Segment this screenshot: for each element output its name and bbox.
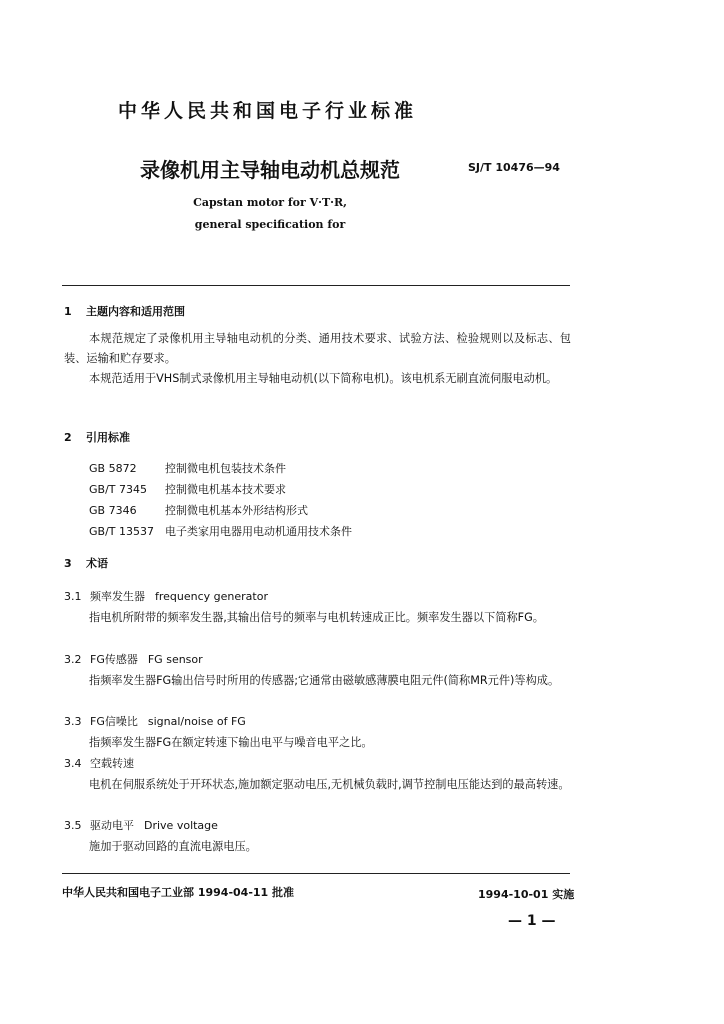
term-number: 3.1	[64, 590, 82, 603]
section-number: 3	[64, 557, 72, 570]
section-1-heading	[64, 303, 185, 319]
term-3-1-heading	[64, 588, 268, 604]
section-1-paragraph-1: 本规范规定了录像机用主导轴电动机的分类、通用技术要求、试验方法、检验规则以及标志、包装、运输和贮存要求。	[64, 332, 571, 365]
document-header: 中华人民共和国电子行业标准	[118, 100, 418, 122]
reference-title: 电子类家用电器用电动机通用技术条件	[165, 525, 352, 538]
term-name: 空载转速	[90, 757, 134, 770]
standard-code: SJ/T 10476—94	[468, 161, 560, 174]
term-3-2-heading	[64, 651, 203, 667]
section-1-paragraph-2: 本规范适用于VHS制式录像机用主导轴电动机(以下简称电机)。该电机系无刷直流伺服电动机。	[89, 372, 558, 385]
reference-code: GB/T 7345	[89, 483, 147, 496]
reference-title: 控制微电机包装技术条件	[165, 462, 286, 475]
term-3-2-definition: 指频率发生器FG输出信号时所用的传感器;它通常由磁敏感薄膜电阻元件(简称MR元件)等构成。	[89, 674, 560, 687]
section-title: 引用标准	[86, 431, 130, 444]
term-name: FG信噪比	[90, 715, 138, 728]
reference-code: GB 7346	[89, 504, 137, 517]
term-name: 频率发生器	[90, 590, 145, 603]
term-number: 3.4	[64, 757, 82, 770]
document-title: 录像机用主导轴电动机总规范	[140, 158, 400, 182]
section-3-heading	[64, 555, 108, 571]
bottom-divider	[62, 873, 570, 874]
section-title: 术语	[86, 557, 108, 570]
term-3-1-definition: 指电机所附带的频率发生器,其输出信号的频率与电机转速成正比。频率发生器以下简称FG。	[89, 611, 544, 624]
approval-line: 中华人民共和国电子工业部 1994-04-11 批准	[62, 886, 295, 899]
reference-row	[89, 481, 286, 497]
page-number: — 1 —	[508, 913, 556, 929]
section-number: 1	[64, 305, 72, 318]
term-name: 驱动电平	[90, 819, 134, 832]
term-number: 3.2	[64, 653, 82, 666]
term-3-3-heading	[64, 713, 246, 729]
section-title: 主题内容和适用范围	[86, 305, 185, 318]
term-number: 3.3	[64, 715, 82, 728]
term-3-4-heading	[64, 755, 134, 771]
reference-row	[89, 460, 286, 476]
reference-code: GB/T 13537	[89, 525, 154, 538]
reference-code: GB 5872	[89, 462, 137, 475]
implementation-date: 1994-10-01 实施	[478, 888, 575, 901]
reference-title: 控制微电机基本外形结构形式	[165, 504, 308, 517]
reference-row	[89, 523, 352, 539]
section-number: 2	[64, 431, 72, 444]
term-3-4-definition: 电机在伺服系统处于开环状态,施加额定驱动电压,无机械负载时,调节控制电压能达到的最高转速。	[89, 778, 570, 791]
section-2-heading	[64, 429, 130, 445]
term-3-3-definition: 指频率发生器FG在额定转速下输出电平与噪音电平之比。	[89, 736, 373, 749]
term-name: FG传感器	[90, 653, 138, 666]
english-title-line-1: Capstan motor for V·T·R,	[193, 196, 347, 209]
term-english: frequency generator	[155, 590, 268, 603]
term-english: FG sensor	[147, 653, 203, 666]
top-divider	[62, 285, 570, 286]
reference-title: 控制微电机基本技术要求	[165, 483, 286, 496]
term-3-5-definition: 施加于驱动回路的直流电源电压。	[89, 840, 257, 853]
term-english: signal/noise of FG	[147, 715, 246, 728]
reference-row	[89, 502, 308, 518]
english-title-line-2: general specification for	[194, 218, 346, 231]
term-3-5-heading	[64, 817, 218, 833]
term-number: 3.5	[64, 819, 82, 832]
term-english: Drive voltage	[144, 819, 218, 832]
